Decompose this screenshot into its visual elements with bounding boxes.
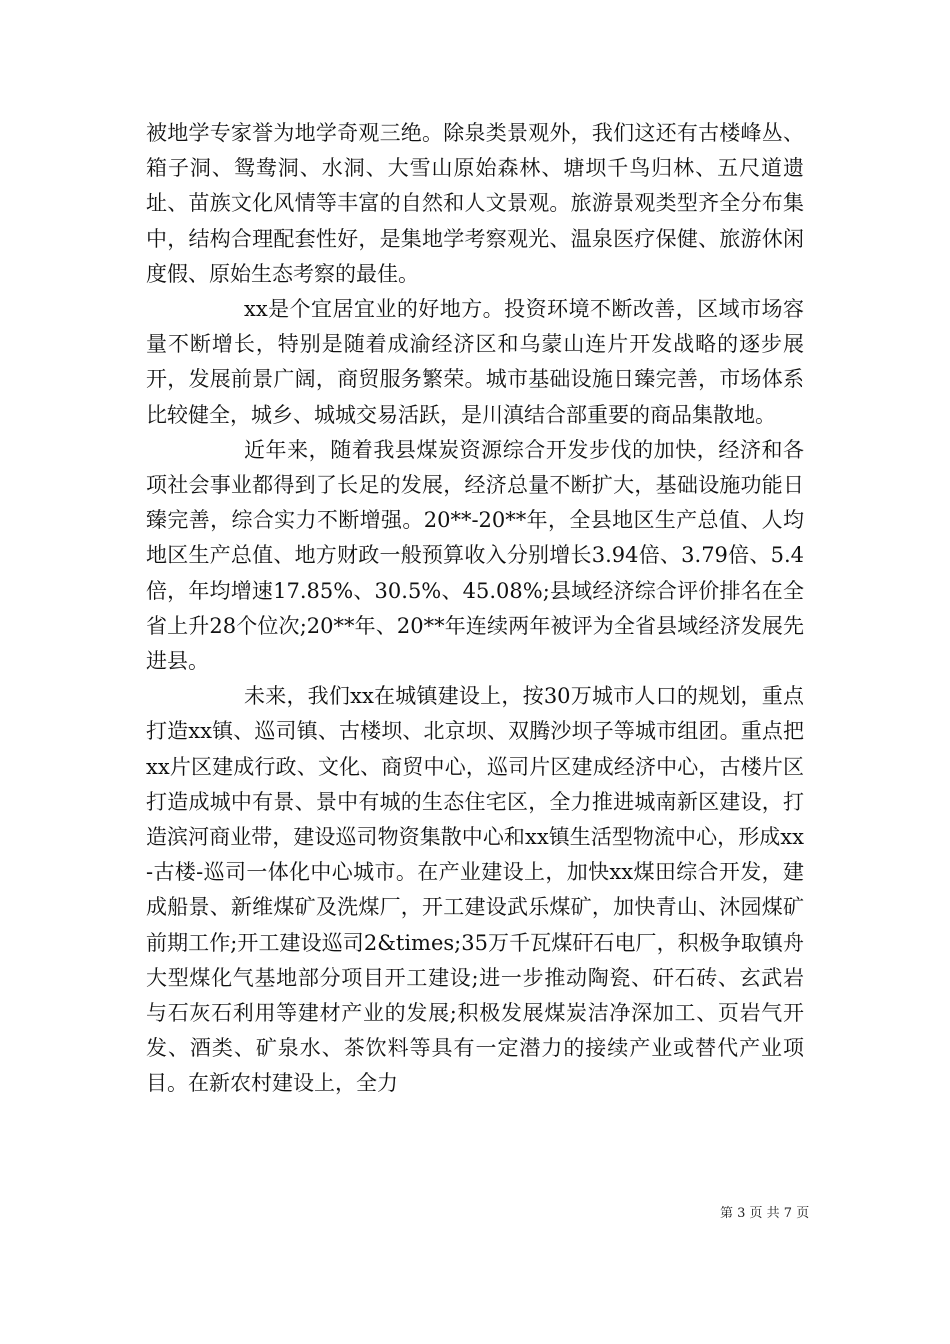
paragraph-tourism: 被地学专家誉为地学奇观三绝。除泉类景观外，我们这还有古楼峰丛、箱子洞、鸳鸯洞、水洞、大雪山原始森林、塘坝千鸟归林、五尺道遗址、苗族文化风情等丰富的自然和人文景观。旅游景观类型齐全分布集中，结构合理配套性好，是集地学考察观光、温泉医疗保健、旅游休闲度假、原始生态考察的最佳。 <box>146 121 804 286</box>
paragraph-future-plan: 未来，我们xx在城镇建设上，按30万城市人口的规划，重点打造xx镇、巡司镇、古楼坝、北京坝、双腾沙坝子等城市组团。重点把xx片区建成行政、文化、商贸中心，巡司片区建成经济中心，古楼片区打造成城中有景、景中有城的生态住宅区，全力推进城南新区建设，打造滨河商业带，建设巡司物资集散中心和xx镇生活型物流中心，形成xx-古楼-巡司一体化中心城市。在产业建设上，加快xx煤田综合开发，建成船景、新维煤矿及洗煤厂，开工建设武乐煤矿，加快青山、沐园煤矿前期工作;开工建设巡司2&times;35万千瓦煤矸石电厂，积极争取镇舟大型煤化气基地部分项目开工建设;进一步推动陶瓷、矸石砖、玄武岩与石灰石利用等建材产业的发展;积极发展煤炭洁净深加工、页岩气开发、酒类、矿泉水、茶饮料等具有一定潜力的接续产业或替代产业项目。在新农村建设上，全力 <box>146 684 804 1096</box>
page-number: 第 3 页 共 7 页 <box>720 1206 810 1221</box>
paragraph-recent-development: 近年来，随着我县煤炭资源综合开发步伐的加快，经济和各项社会事业都得到了长足的发展，经济总量不断扩大，基础设施功能日臻完善，综合实力不断增强。20**-20**年，全县地区生产总值、人均地区生产总值、地方财政一般预算收入分别增长3.94倍、3.79倍、5.4倍，年均增速17.85%、30.5%、45.08%;县域经济综合评价排名在全省上升28个位次;20**年、20**年连续两年被评为全省县域经济发展先进县。 <box>146 437 804 674</box>
paragraph-investment: xx是个宜居宜业的好地方。投资环境不断改善，区域市场容量不断增长，特别是随着成渝经济区和乌蒙山连片开发战略的逐步展开，发展前景广阔，商贸服务繁荣。城市基础设施日臻完善，市场体系比较健全，城乡、城城交易活跃，是川滇结合部重要的商品集散地。 <box>146 297 804 427</box>
document-page <box>146 116 804 1102</box>
